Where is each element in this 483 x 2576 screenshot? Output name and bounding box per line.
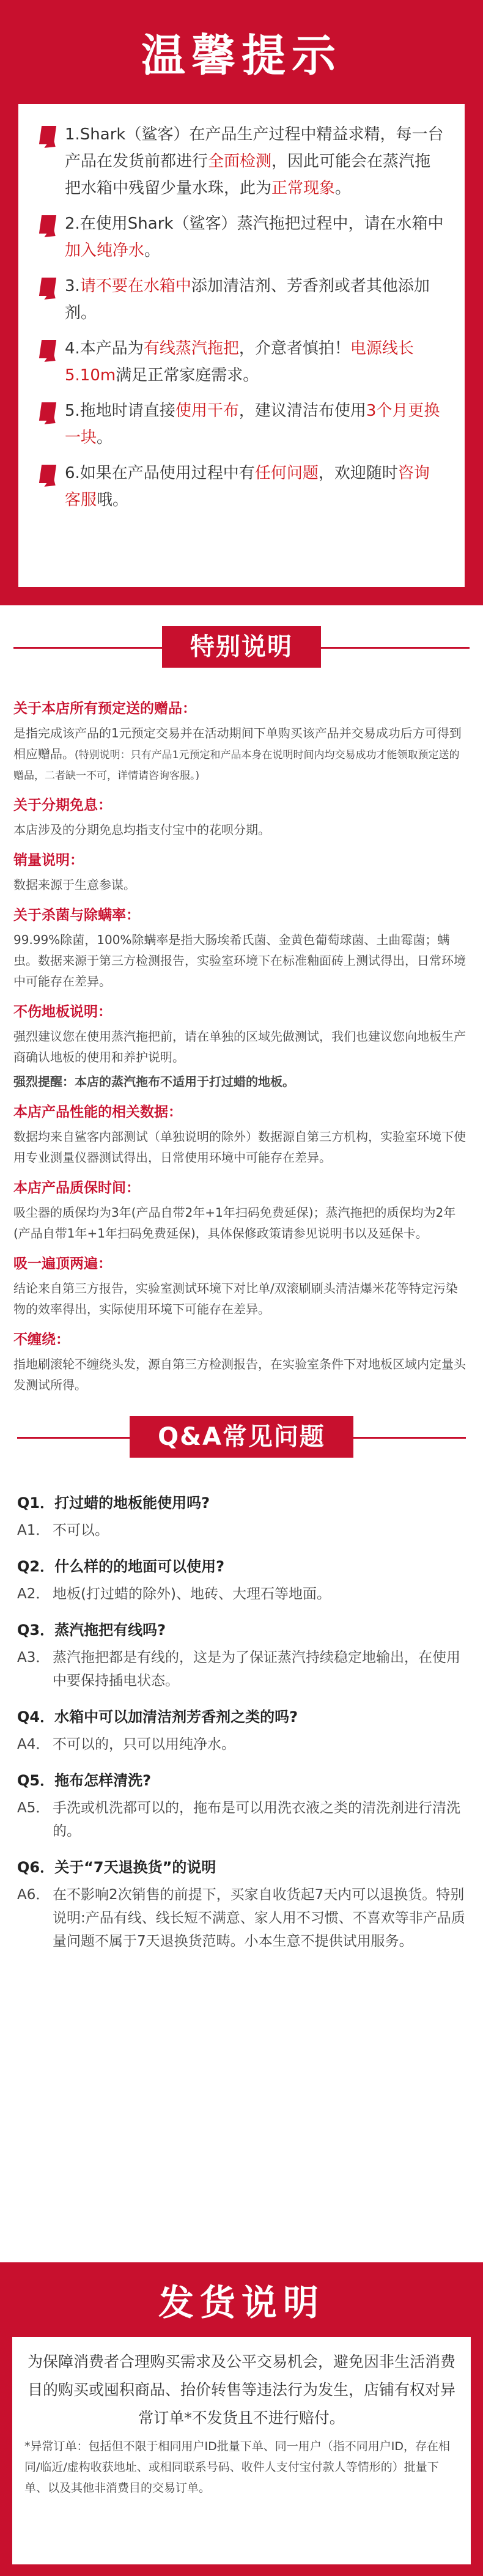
note-body: 吸尘器的质保均为3年(产品自带2年+1年扫码免费延保)；蒸汽拖把的质保均为2年(产品自带1年+1年扫码免费延保)，具体保修政策请参见说明书以及延保卡。 [13, 1205, 456, 1241]
note-body: 99.99%除菌，100%除螨率是指大肠埃希氏菌、金黄色葡萄球菌、土曲霉菌；螨虫。数据来源于第三方检测报告，实验室环境下在标准釉面砖上测试得出，日常环境中可能存在差异。 [13, 932, 466, 989]
tip-segment: 1.Shark（鲨客）在产品生产过程中精益求精，每一台产品在发货前都进行 [65, 125, 444, 171]
note-body: 数据来源于生意参谋。 [13, 877, 136, 892]
tip-segment: 任何问题 [254, 464, 319, 482]
shipping-box [12, 2337, 471, 2564]
note-heading: 不缠绕： [13, 1332, 70, 1348]
tip-text [65, 397, 444, 451]
tip-segment: 添加清洁剂、芳香剂或者其他添加剂。 [65, 277, 430, 322]
qa-item [17, 1770, 466, 1843]
question-text: Q1．打过蜡的地板能使用吗? [17, 1494, 210, 1511]
tip-segment: 3. [65, 277, 80, 295]
answer-text: 蒸汽拖把都是有线的，这是为了保证蒸汽持续稳定地输出，在使用中要保持插电状态。 [53, 1650, 460, 1689]
tip-segment: ，因此可能会在蒸汽拖把水箱中残留少量水珠，此为 [65, 152, 431, 197]
tip-segment: 正常现象 [271, 179, 336, 197]
tip-segment: 4.本产品为 [65, 339, 144, 358]
tip-text [65, 460, 444, 514]
tip-segment: 。 [335, 179, 352, 197]
warm-tips-box [18, 104, 465, 587]
pointer-arrow-icon [39, 214, 65, 242]
note-heading: 销量说明： [13, 852, 84, 868]
question-text: Q5．拖布怎样清洗? [17, 1772, 152, 1789]
warm-tips-section [0, 0, 483, 605]
shipping-section [0, 2262, 483, 2576]
question-text: Q3．蒸汽拖把有线吗? [17, 1622, 166, 1639]
answer-tag: A5． [17, 1800, 50, 1816]
answer-tag: A1． [17, 1522, 50, 1538]
tip-item [39, 460, 444, 514]
note-body: 强烈建议您在使用蒸汽拖把前，请在单独的区域先做测试，我们也建议您向地板生产商确认地板的使用和养护说明。 [13, 1029, 466, 1065]
tip-segment: 满足正常家庭需求。 [116, 366, 259, 385]
note-heading: 本店产品性能的相关数据： [13, 1104, 182, 1120]
question-text: Q2．什么样的的地面可以使用? [17, 1558, 225, 1575]
note-heading: 关于本店所有预定送的赠品： [13, 701, 196, 717]
note-heading: 不伤地板说明： [13, 1004, 112, 1020]
answer-tag: A6． [17, 1887, 50, 1903]
tip-item [39, 335, 444, 389]
note-body: 本店涉及的分期免息均指支付宝中的花呗分期。 [13, 822, 270, 837]
qa-section [0, 1395, 483, 1953]
qa-item [17, 1492, 466, 1542]
note-warning: 强烈提醒：本店的蒸汽拖布不适用于打过蜡的地板。 [13, 1074, 295, 1089]
tip-text [65, 273, 444, 327]
note-body: 指地刷滚轮不缠绕头发，源自第三方检测报告，在实验室条件下对地板区域内定量头发测试所得。 [13, 1357, 466, 1392]
qa-item [17, 1556, 466, 1606]
tip-segment: 6.如果在产品使用过程中有 [65, 464, 255, 482]
tip-segment: 。 [144, 242, 161, 260]
special-notes-title: 特别说明 [162, 626, 321, 668]
pointer-arrow-icon [39, 463, 65, 492]
pointer-arrow-icon [39, 339, 65, 367]
answer-text: 不可以的，只可以用纯净水。 [53, 1736, 235, 1752]
answer-text: 在不影响2次销售的前提下，买家自收货起7天内可以退换货。特别说明:产品有线、线长短不满意、家人用不习惯、不喜欢等非产品质量问题不属于7天退换货范畴。小本生意不提供试用服务。 [53, 1887, 465, 1949]
answer-text: 不可以。 [53, 1522, 109, 1538]
note-heading: 吸一遍顶两遍： [13, 1256, 112, 1272]
tip-segment: 使用干布 [175, 402, 239, 420]
tip-segment: ，建议清洁布使用 [238, 402, 366, 420]
warm-tips-title: 温馨提示 [141, 30, 342, 81]
answer-tag: A2． [17, 1586, 50, 1602]
pointer-arrow-icon [39, 125, 65, 153]
tip-segment: 。 [97, 429, 113, 447]
tip-segment: 全面检测 [208, 152, 272, 171]
special-notes-banner [13, 605, 470, 688]
question-text: Q6．关于“7天退换货”的说明 [17, 1859, 216, 1876]
shipping-policy-text: 为保障消费者合理购买需求及公平交易机会，避免因非生活消费目的购买或囤积商品、抬价转售等违法行为发生，店铺有权对异常订单*不发货且不进行赔付。 [27, 2353, 455, 2427]
qa-banner [17, 1395, 466, 1478]
tip-segment: 加入纯净水 [65, 242, 145, 260]
tip-text [65, 121, 444, 202]
tip-segment: 3个月更换一块 [65, 402, 440, 447]
answer-text: 手洗或机洗都可以的，拖布是可以用洗衣液之类的清洗剂进行清洗的。 [53, 1800, 460, 1839]
question-text: Q4．水箱中可以加清洁剂芳香剂之类的吗? [17, 1708, 298, 1725]
answer-tag: A4． [17, 1736, 50, 1752]
tip-text [65, 210, 444, 264]
note-body: 数据均来自鲨客内部测试（单独说明的除外）数据源自第三方机构，实验室环境下使用专业测量仪器测试得出，日常使用环境中可能存在差异。 [13, 1129, 466, 1165]
note-heading: 关于分期免息： [13, 797, 112, 813]
shipping-title: 发货说明 [158, 2282, 325, 2323]
tip-text [65, 335, 444, 389]
tip-item [39, 121, 444, 202]
answer-text: 地板(打过蜡的除外)、地砖、大理石等地面。 [53, 1586, 331, 1602]
note-body: 结论来自第三方报告，实验室测试环境下对比单/双滚刷刷头清洁爆米花等特定污染物的效率得出，实际使用环境下可能存在差异。 [13, 1281, 458, 1316]
qa-item [17, 1856, 466, 1953]
tip-segment: ，介意者慎拍！ [238, 339, 350, 358]
tip-segment: ，欢迎随时 [318, 464, 398, 482]
special-notes-section [0, 605, 483, 1395]
tip-item [39, 397, 444, 451]
qa-item [17, 1706, 466, 1756]
tip-segment: 5.拖地时请直接 [65, 402, 175, 420]
abnormal-order-note: *异常订单：包括但不限于相同用户ID批量下单、同一用户（指不同用户ID，存在相同/临近/虚构收获地址、或相同联系号码、收件人支付宝付款人等情形的）批量下单、以及其他非消费目的交易订单。 [24, 2440, 450, 2495]
tip-item [39, 210, 444, 264]
pointer-arrow-icon [39, 401, 65, 429]
note-heading: 本店产品质保时间： [13, 1180, 140, 1196]
tip-segment: 电源线长5.10m [65, 339, 414, 385]
qa-item [17, 1619, 466, 1692]
tip-segment: 哦。 [97, 491, 129, 509]
answer-tag: A3． [17, 1650, 50, 1666]
qa-title: Q&A常见问题 [130, 1416, 353, 1458]
pointer-arrow-icon [39, 276, 65, 304]
tip-segment: 2.在使用Shark（鲨客）蒸汽拖把过程中，请在水箱中 [65, 215, 444, 233]
note-heading: 关于杀菌与除螨率： [13, 907, 140, 923]
tip-segment: 请不要在水箱中 [79, 277, 191, 295]
tip-segment: 咨询客服 [65, 464, 430, 509]
tip-segment: 有线蒸汽拖把 [143, 339, 239, 358]
note-body: 是指完成该产品的1元预定交易并在活动期间下单购买该产品并交易成功后方可得到相应赠品。(特别说明：只有产品1元预定和产品本身在说明时间内均交易成功才能领取预定送的赠品，二者缺一不可，详情请咨询客服。) [13, 726, 462, 782]
tip-item [39, 273, 444, 327]
